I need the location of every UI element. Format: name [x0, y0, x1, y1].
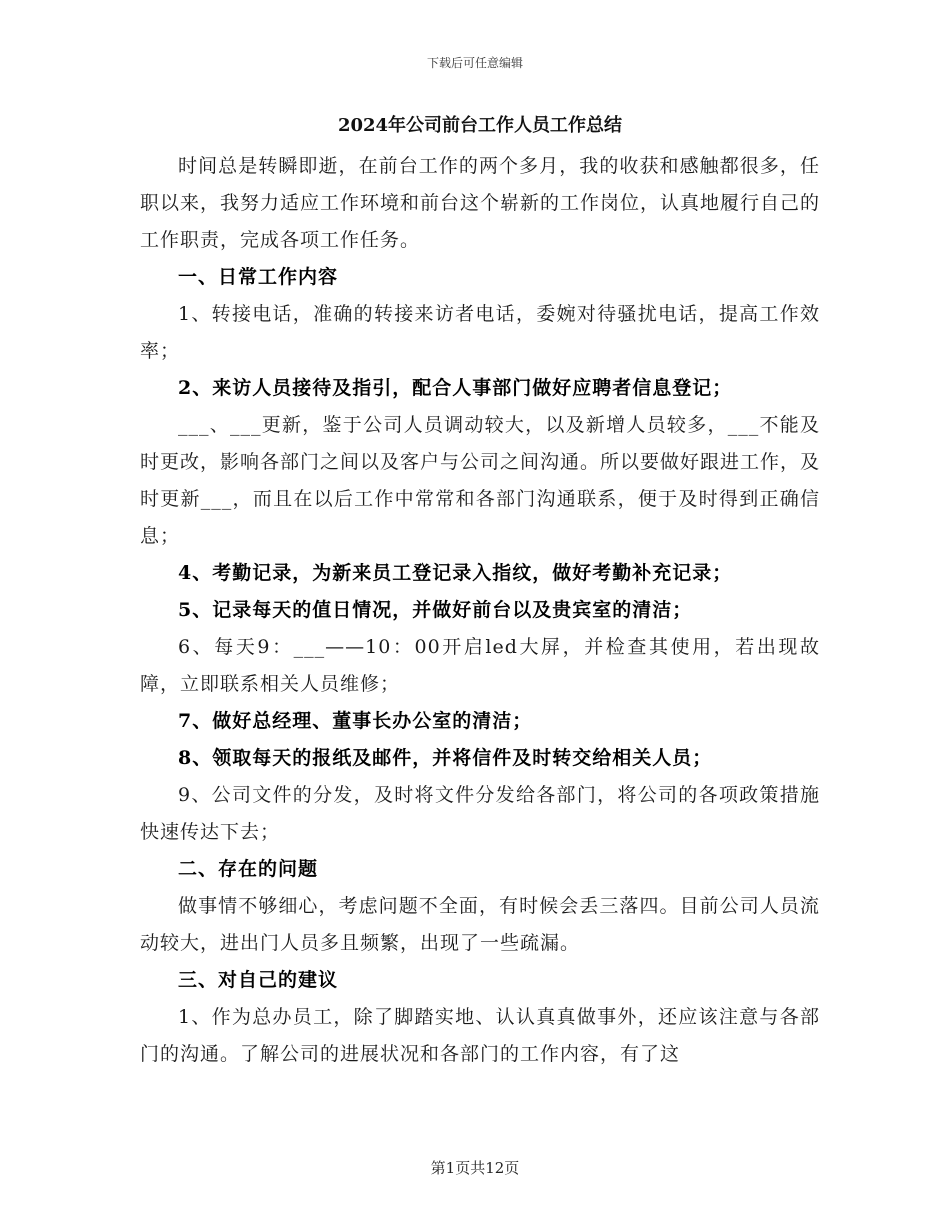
list-item-7: 7、做好总经理、董事长办公室的清洁； [178, 710, 533, 732]
list-item-3: ___、___更新，鉴于公司人员调动较大，以及新增人员较多，___不能及时更改，影响各部门之间以及客户与公司之间沟通。所以要做好跟进工作，及时更新___，而且在以后工作中常常和各部门沟通联系，便于及时得到正确信息； [140, 414, 821, 547]
paragraph-suggestion-1: 1、作为总办员工，除了脚踏实地、认认真真做事外，还应该注意与各部门的沟通。了解公司的进展状况和各部门的工作内容，有了这 [140, 1006, 820, 1065]
section-heading-problems: 二、存在的问题 [178, 858, 319, 880]
document-body [140, 110, 820, 1073]
list-item-8: 8、领取每天的报纸及邮件，并将信件及时转交给相关人员； [178, 747, 713, 769]
list-item-1: 1、转接电话，准确的转接来访者电话，委婉对待骚扰电话，提高工作效率； [140, 303, 820, 362]
paragraph-problems: 做事情不够细心，考虑问题不全面，有时候会丢三落四。目前公司人员流动较大，进出门人员多且频繁，出现了一些疏漏。 [140, 895, 820, 954]
list-item-2: 2、来访人员接待及指引，配合人事部门做好应聘者信息登记； [178, 377, 733, 399]
page-number: 第1页共12页 [430, 1159, 520, 1177]
section-heading-daily-work: 一、日常工作内容 [178, 266, 339, 288]
list-item-5: 5、记录每天的值日情况，并做好前台以及贵宾室的清洁； [178, 599, 693, 621]
list-item-6: 6、每天9：___——10：00开启led大屏，并检查其使用，若出现故障，立即联系相关人员维修； [140, 636, 820, 695]
document-title: 2024年公司前台工作人员工作总结 [337, 115, 623, 136]
list-item-9: 9、公司文件的分发，及时将文件分发给各部门，将公司的各项政策措施快速传达下去； [140, 784, 820, 843]
header-note: 下载后可任意编辑 [426, 56, 523, 70]
section-heading-suggestions: 三、对自己的建议 [178, 969, 339, 991]
list-item-4: 4、考勤记录，为新来员工登记录入指纹，做好考勤补充记录； [178, 562, 733, 584]
paragraph-intro: 时间总是转瞬即逝，在前台工作的两个多月，我的收获和感触都很多，任职以来，我努力适应工作环境和前台这个崭新的工作岗位，认真地履行自己的工作职责，完成各项工作任务。 [140, 155, 821, 251]
